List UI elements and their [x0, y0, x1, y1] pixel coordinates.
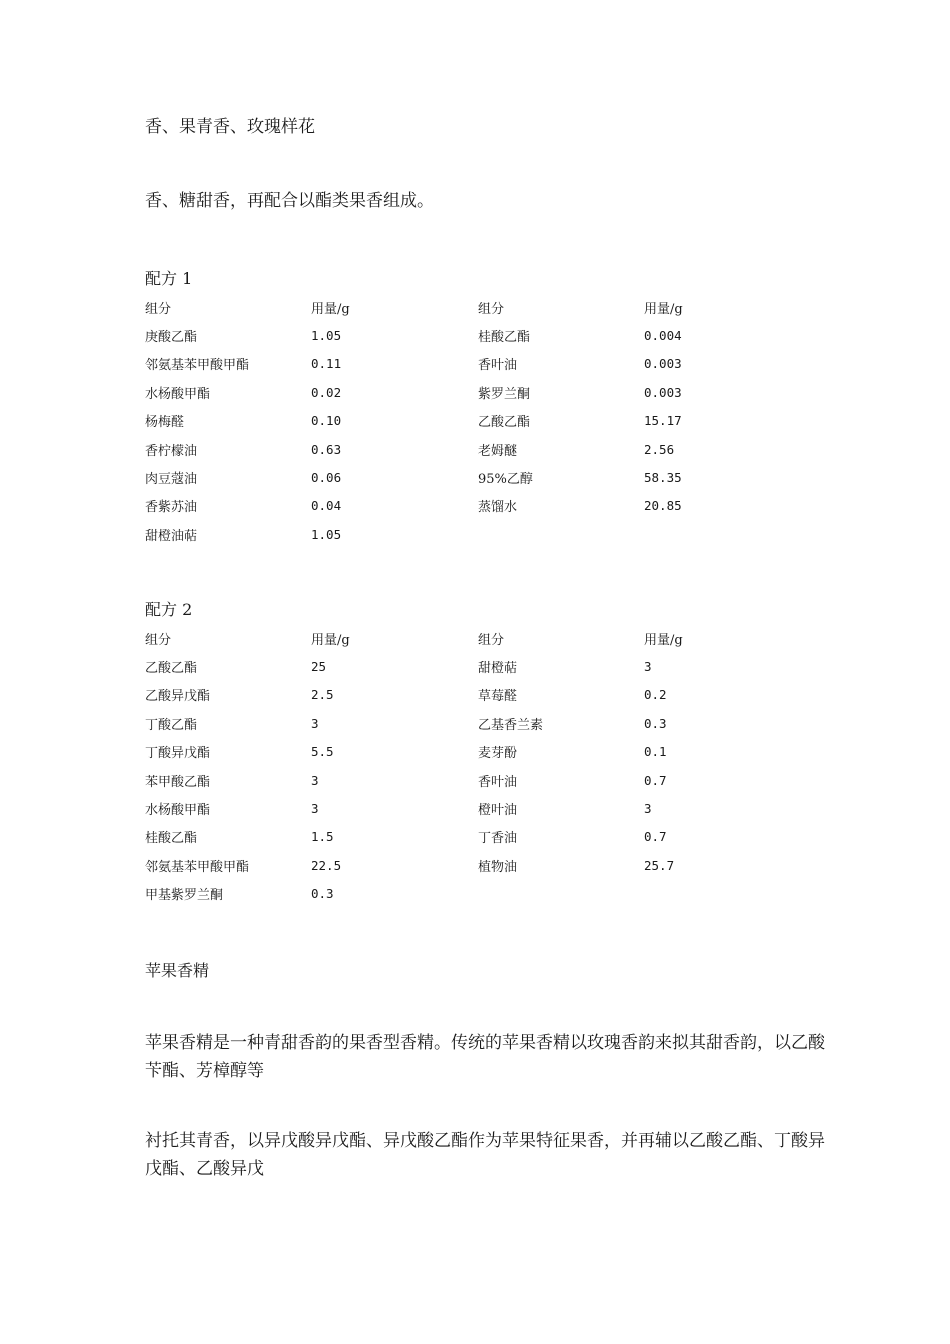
- table-row: [145, 709, 744, 737]
- component-cell: 乙基香兰素: [478, 717, 544, 733]
- table-row: [145, 652, 744, 680]
- component-cell: 香柠檬油: [145, 443, 198, 459]
- amount-cell: [644, 520, 744, 548]
- component-cell: 水杨酸甲酯: [145, 803, 211, 819]
- amount-cell: 0.1: [644, 744, 667, 760]
- amount-cell: 0.10: [311, 413, 342, 429]
- component-cell: [478, 880, 644, 908]
- apple-essence-title: 苹果香精: [145, 961, 210, 980]
- table-row: [145, 492, 744, 520]
- component-cell: 丁酸乙酯: [145, 717, 198, 733]
- amount-cell: 2.56: [644, 441, 675, 457]
- amount-cell: 25: [311, 659, 327, 675]
- amount-cell: 0.63: [311, 441, 342, 457]
- table-row: [145, 681, 744, 709]
- amount-cell: 用量/g: [311, 632, 350, 648]
- formula-1-body: [145, 293, 744, 549]
- table-row: [145, 766, 744, 794]
- component-cell: 组分: [145, 632, 172, 648]
- component-cell: 邻氨基苯甲酸甲酯: [145, 358, 250, 374]
- amount-cell: 0.3: [311, 886, 334, 902]
- component-cell: 乙酸异戊酯: [145, 689, 211, 705]
- amount-cell: 用量/g: [644, 632, 683, 648]
- amount-cell: 15.17: [644, 413, 682, 429]
- table-row: [145, 880, 744, 908]
- component-cell: 苯甲酸乙酯: [145, 774, 211, 790]
- table-header-row: [145, 293, 744, 321]
- intro-line-2: 香、糖甜香，再配合以酯类果香组成。: [145, 191, 434, 211]
- component-cell: 紫罗兰酮: [478, 386, 531, 402]
- amount-cell: 0.7: [644, 829, 667, 845]
- component-cell: 乙酸乙酯: [145, 661, 198, 677]
- table-row: [145, 321, 744, 349]
- amount-cell: 22.5: [311, 857, 342, 873]
- component-cell: 麦芽酚: [478, 746, 518, 762]
- amount-cell: 1.5: [311, 829, 334, 845]
- table-row: [145, 738, 744, 766]
- component-cell: 植物油: [478, 859, 518, 875]
- component-cell: 香叶油: [478, 358, 518, 374]
- component-cell: 甲基紫罗兰酮: [145, 888, 224, 904]
- formula-2-table: [145, 624, 744, 908]
- amount-cell: [644, 880, 744, 908]
- amount-cell: 3: [311, 801, 319, 817]
- intro-line-1: 香、果青香、玫瑰样花: [145, 117, 315, 137]
- formula-2-body: [145, 624, 744, 908]
- amount-cell: 用量/g: [311, 301, 350, 317]
- amount-cell: 0.2: [644, 687, 667, 703]
- formula-1-table: [145, 293, 744, 549]
- amount-cell: 5.5: [311, 744, 334, 760]
- amount-cell: 3: [644, 659, 652, 675]
- amount-cell: 0.7: [644, 772, 667, 788]
- table-row: [145, 520, 744, 548]
- component-cell: 老姆醚: [478, 443, 518, 459]
- component-cell: 肉豆蔻油: [145, 472, 198, 488]
- formula-2-title: 配方 2: [145, 600, 193, 619]
- component-cell: 香叶油: [478, 774, 518, 790]
- component-cell: 甜橙油萜: [145, 528, 198, 544]
- table-row: [145, 794, 744, 822]
- component-cell: 95%乙醇: [478, 472, 533, 488]
- component-cell: 甜橙萜: [478, 661, 518, 677]
- table-header-row: [145, 624, 744, 652]
- component-cell: 邻氨基苯甲酸甲酯: [145, 859, 250, 875]
- amount-cell: 0.003: [644, 384, 682, 400]
- component-cell: 组分: [478, 632, 505, 648]
- component-cell: 杨梅醛: [145, 415, 185, 431]
- component-cell: 丁酸异戊酯: [145, 746, 211, 762]
- amount-cell: 0.04: [311, 498, 342, 514]
- amount-cell: 58.35: [644, 470, 682, 486]
- table-row: [145, 463, 744, 491]
- component-cell: 组分: [478, 301, 505, 317]
- amount-cell: 0.11: [311, 356, 342, 372]
- amount-cell: 0.06: [311, 470, 342, 486]
- amount-cell: 3: [644, 801, 652, 817]
- amount-cell: 1.05: [311, 328, 342, 344]
- amount-cell: 0.02: [311, 384, 342, 400]
- component-cell: 丁香油: [478, 831, 518, 847]
- component-cell: 蒸馏水: [478, 500, 518, 516]
- component-cell: 草莓醛: [478, 689, 518, 705]
- apple-essence-paragraph-2: 衬托其青香，以异戊酸异戊酯、异戊酸乙酯作为苹果特征果香，并再辅以乙酸乙酯、丁酸异戊酯、乙酸异戊: [145, 1131, 825, 1179]
- component-cell: 乙酸乙酯: [478, 415, 531, 431]
- amount-cell: 用量/g: [644, 301, 683, 317]
- table-row: [145, 378, 744, 406]
- component-cell: 组分: [145, 301, 172, 317]
- amount-cell: 3: [311, 772, 319, 788]
- amount-cell: 0.004: [644, 328, 682, 344]
- component-cell: 庚酸乙酯: [145, 330, 198, 346]
- amount-cell: 1.05: [311, 526, 342, 542]
- amount-cell: 25.7: [644, 857, 675, 873]
- component-cell: 桂酸乙酯: [145, 831, 198, 847]
- table-row: [145, 350, 744, 378]
- component-cell: 橙叶油: [478, 803, 518, 819]
- component-cell: [478, 520, 644, 548]
- table-row: [145, 435, 744, 463]
- formula-1-title: 配方 1: [145, 269, 193, 288]
- apple-essence-paragraph-1: 苹果香精是一种青甜香韵的果香型香精。传统的苹果香精以玫瑰香韵来拟其甜香韵，以乙酸苄酯、芳樟醇等: [145, 1033, 825, 1081]
- component-cell: 香紫苏油: [145, 500, 198, 516]
- component-cell: 水杨酸甲酯: [145, 386, 211, 402]
- amount-cell: 20.85: [644, 498, 682, 514]
- table-row: [145, 823, 744, 851]
- amount-cell: 2.5: [311, 687, 334, 703]
- amount-cell: 3: [311, 715, 319, 731]
- component-cell: 桂酸乙酯: [478, 330, 531, 346]
- amount-cell: 0.003: [644, 356, 682, 372]
- table-row: [145, 407, 744, 435]
- amount-cell: 0.3: [644, 715, 667, 731]
- table-row: [145, 851, 744, 879]
